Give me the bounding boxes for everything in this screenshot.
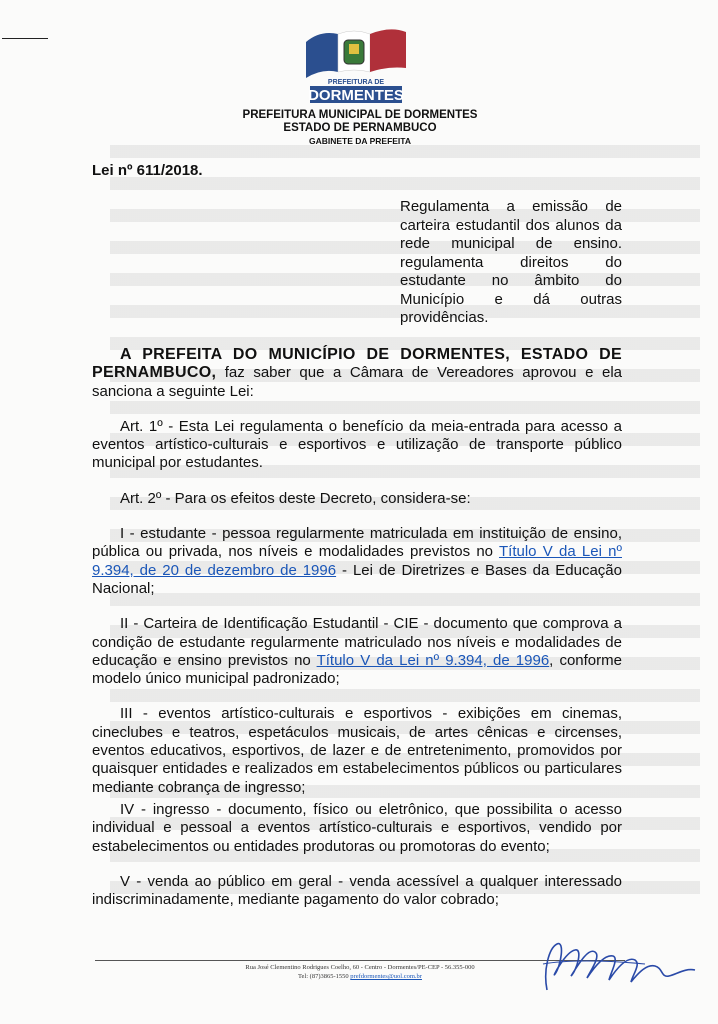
ementa: Regulamenta a emissão de carteira estudantil dos alunos da rede municipal de ensino. regulamenta direitos do estudante no âmbito do Município e dá outras providências. <box>400 198 622 326</box>
municipal-logo <box>300 22 412 108</box>
corner-mark <box>2 38 48 39</box>
logo-line1: PREFEITURA DE <box>327 79 385 86</box>
item-2-link[interactable]: Título V da Lei nº 9.394, de 1996 <box>316 651 550 669</box>
item-1-tail: - Lei de Diretrizes e Bases da Educação Nacional; <box>92 561 622 597</box>
footer-email[interactable]: prefdormentes@uol.com.br <box>350 973 422 980</box>
item-3: III - eventos artístico-culturais e esportivos - exibições em cinemas, cineclubes e teatros, espetáculos musicais, de artes cênicas e circenses, eventos educativos, esportivos, de lazer e de entretenimento, promovidos por quaisquer entidades e realizados em estabelecimentos públicos ou particulares mediante cobrança de ingresso; <box>92 705 622 796</box>
item-1-link[interactable]: Título V da Lei nº 9.394, de 20 de dezembro de 1996 <box>92 543 622 579</box>
handwritten-signature <box>535 930 705 1000</box>
item-2-tail: , conforme modelo único municipal padronizado; <box>92 651 622 688</box>
article-1: Art. 1º - Esta Lei regulamenta o benefício da meia-entrada para acesso a eventos artístico-culturais e esportivos e utilização de transporte público municipal por estudantes. <box>92 417 622 472</box>
header-line3: GABINETE DA PREFEITA <box>308 136 411 146</box>
logo-line2: DORMENTES <box>308 87 404 104</box>
item-2-text: II - Carteira de Identificação Estudantil - CIE - documento que comprova a condição de estudante regularmente matriculado nos níveis e modalidades de educação e ensino previstos no <box>92 615 622 669</box>
item-1-text: I - estudante - pessoa regularmente matriculada em instituição de ensino, pública ou privada, nos níveis e modalidades previstos no <box>92 525 622 561</box>
header-line2: ESTADO DE PERNAMBUCO <box>283 122 437 134</box>
item-1 <box>92 525 622 598</box>
preamble-rest: faz saber que a Câmara de Vereadores aprovou e ela sanciona a seguinte Lei: <box>92 364 622 400</box>
item-2 <box>92 615 622 688</box>
footer-address: Rua José Clementino Rodrigues Coelho, 60 - Centro - Dormentes/PE-CEP - 56.355-000 <box>245 964 475 971</box>
footer-phone: Tel: (87)3865-1550 <box>298 973 351 980</box>
article-2: Art. 2º - Para os efeitos deste Decreto, considera-se: <box>120 489 471 507</box>
law-number: Lei nº 611/2018. <box>92 162 203 179</box>
letterhead <box>220 109 500 148</box>
item-5: V - venda ao público em geral - venda acessível a qualquer interessado indiscriminadamente, mediante pagamento do valor cobrado; <box>92 872 622 909</box>
flag-red-stripe <box>370 29 406 72</box>
flag-blue-stripe <box>306 33 338 78</box>
preamble-bold: A PREFEITA DO MUNICÍPIO DE DORMENTES, ESTADO DE PERNAMBUCO, <box>92 346 622 382</box>
preamble <box>92 346 622 401</box>
law-body <box>92 346 622 909</box>
footer <box>150 963 570 981</box>
header-line1: PREFEITURA MUNICIPAL DE DORMENTES <box>242 109 478 121</box>
item-4: IV - ingresso - documento, físico ou eletrônico, que possibilita o acesso individual e pessoal a eventos artístico-culturais e esportivos, vendido por estabelecimentos ou entidades produtoras ou promotoras do evento; <box>92 800 622 855</box>
footer-contact <box>150 972 570 981</box>
